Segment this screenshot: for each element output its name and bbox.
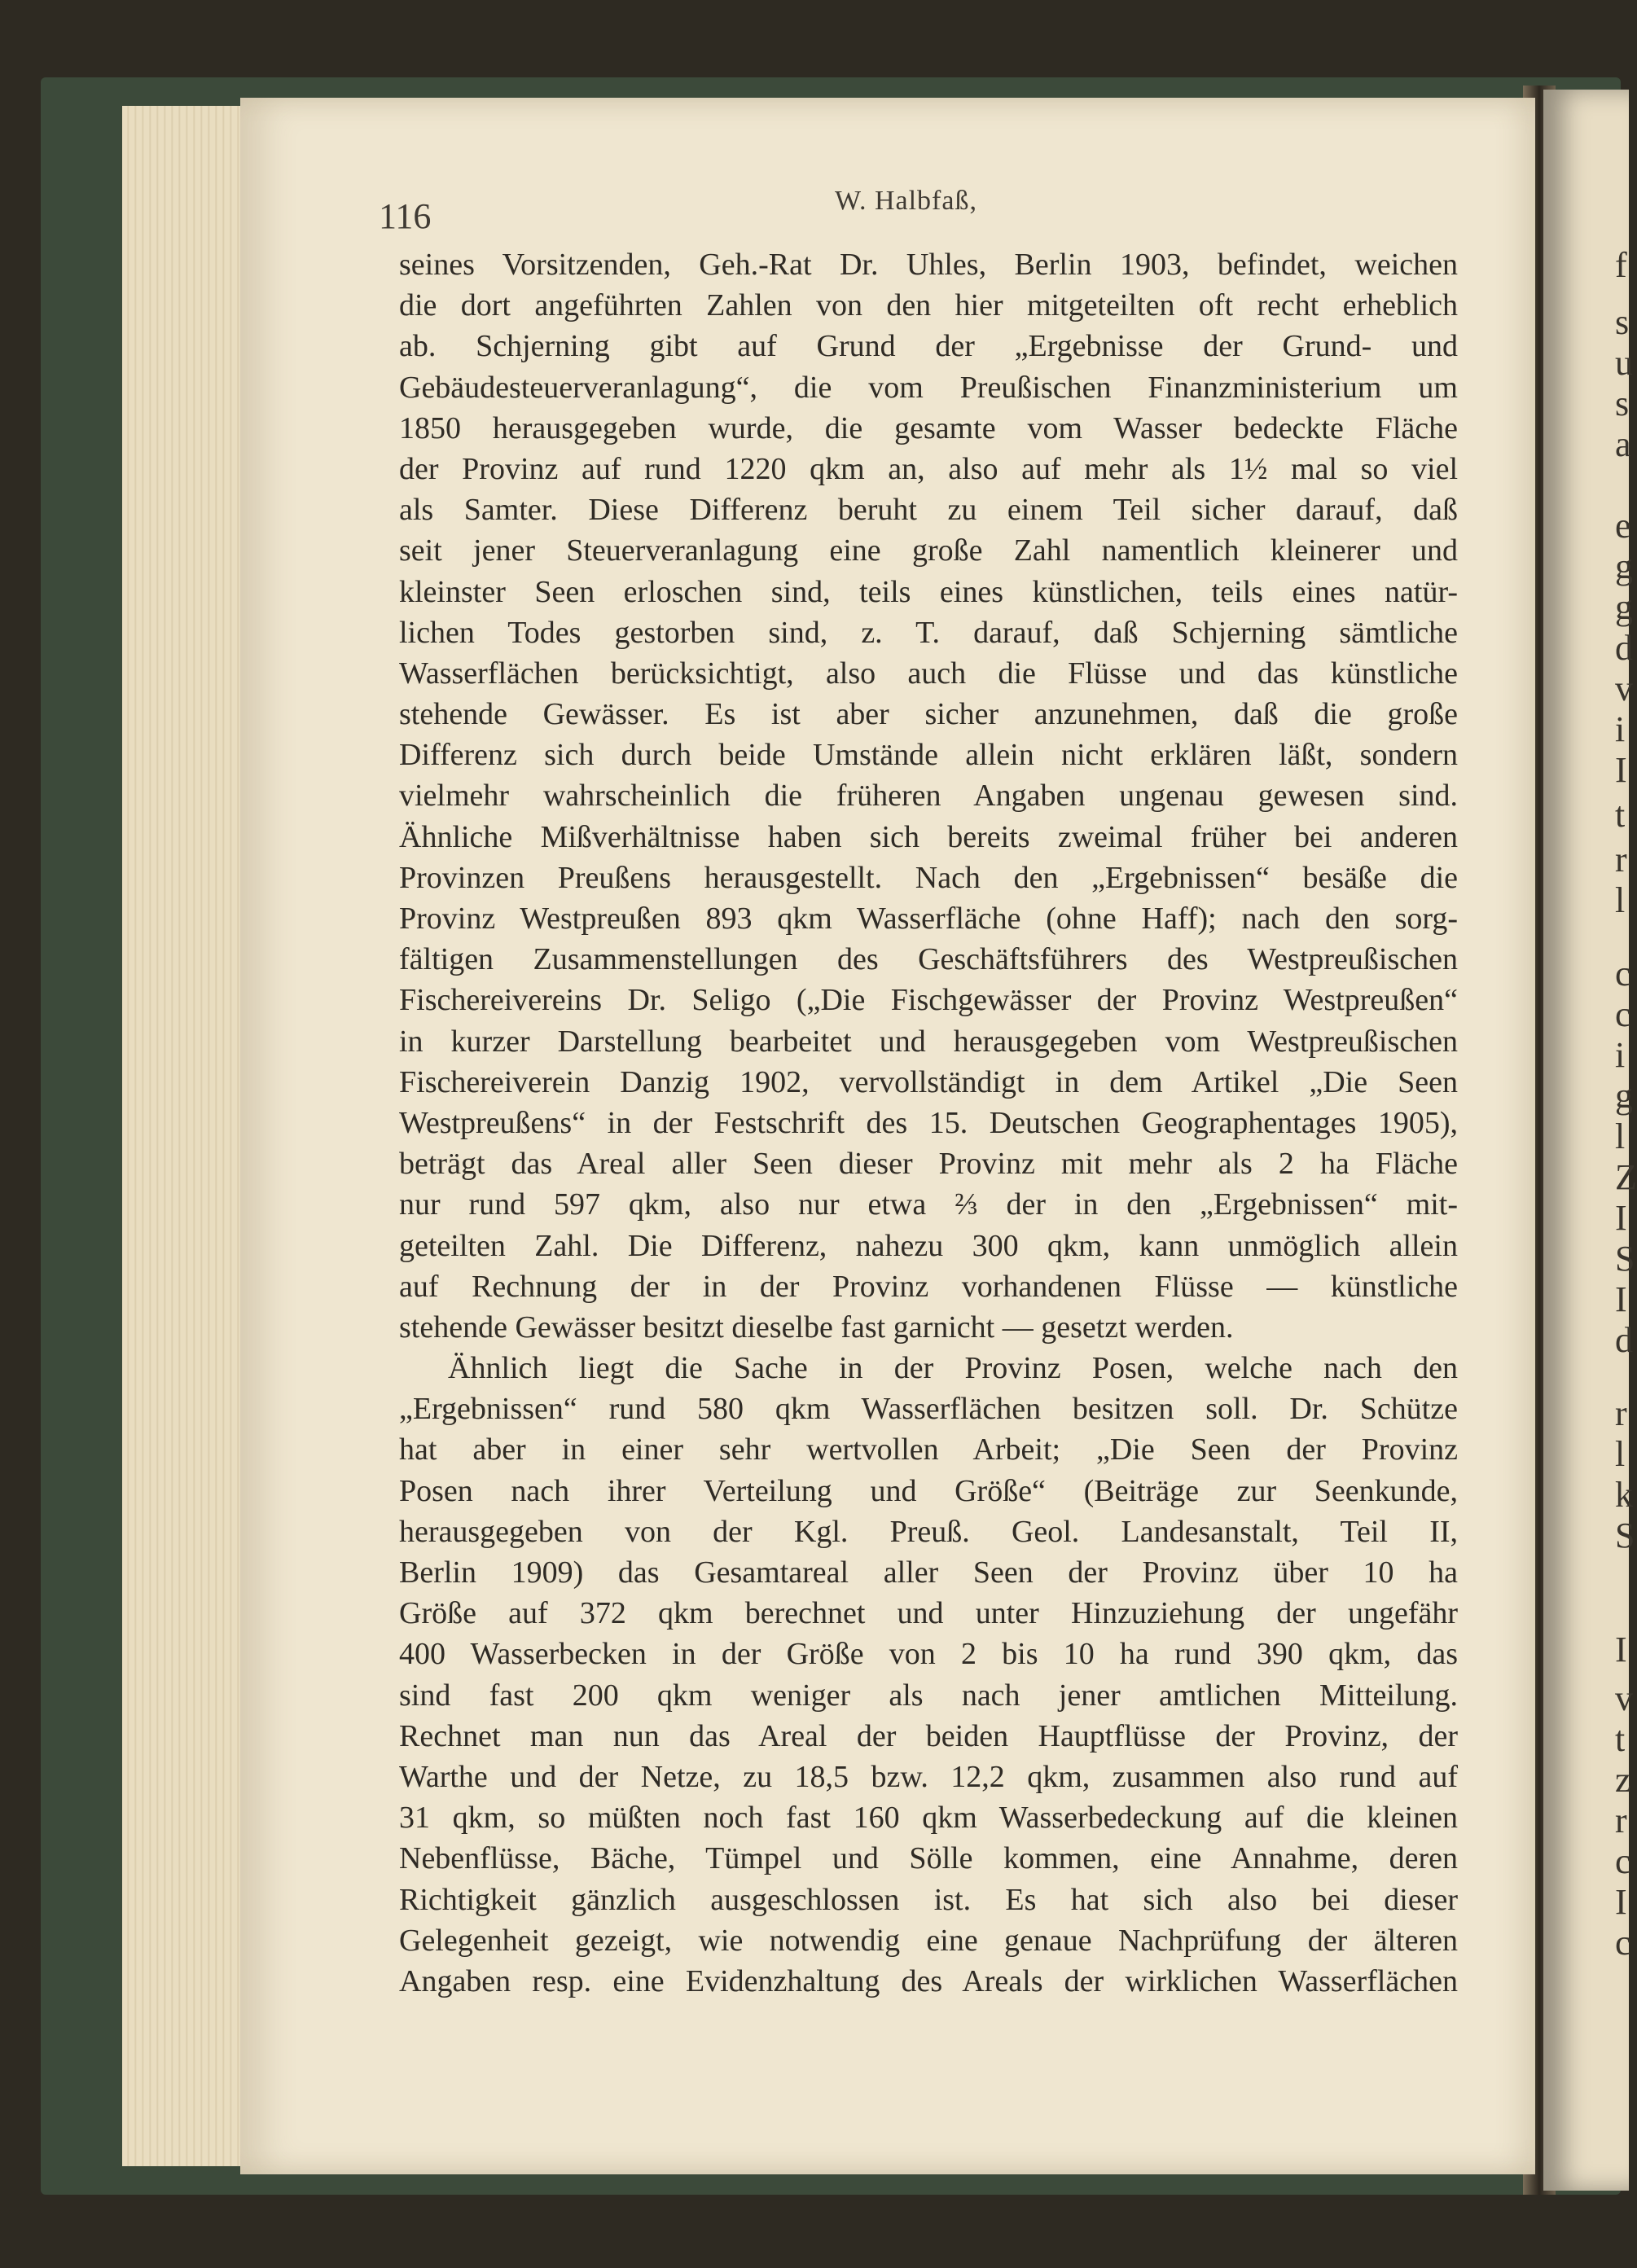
facing-page-letter: v: [1615, 669, 1633, 708]
text-line: vielmehr wahrscheinlich die früheren Angaben ungenau gewesen sind.: [399, 779, 1458, 814]
facing-page-letter: Z: [1615, 1157, 1637, 1197]
running-head: W. Halbfaß,: [835, 186, 977, 216]
text-line: 31 qkm, so müßten noch fast 160 qkm Wasserbedeckung auf die kleinen: [399, 1801, 1458, 1836]
facing-page-letter: S: [1615, 1516, 1635, 1555]
text-line: hat aber in einer sehr wertvollen Arbeit; „Die Seen der Provinz: [399, 1432, 1458, 1467]
text-line: „Ergebnissen“ rund 580 qkm Wasserflächen besitzen soll. Dr. Schütze: [399, 1392, 1458, 1427]
facing-page-letter: I: [1615, 750, 1627, 790]
text-line: Richtigkeit gänzlich ausgeschlossen ist. Es hat sich also bei dieser: [399, 1882, 1458, 1917]
text-line: Nebenflüsse, Bäche, Tümpel und Sölle kommen, eine Annahme, deren: [399, 1841, 1458, 1876]
facing-page-letter: i: [1615, 1035, 1626, 1075]
text-line: geteilten Zahl. Die Differenz, nahezu 300 qkm, kann unmöglich allein: [399, 1228, 1458, 1263]
text-line: Wasserflächen berücksichtigt, also auch die Flüsse und das künstliche: [399, 656, 1458, 691]
facing-page-letter: g: [1615, 1076, 1633, 1116]
text-line: stehende Gewässer. Es ist aber sicher anzunehmen, daß die große: [399, 697, 1458, 732]
text-line: in kurzer Darstellung bearbeitet und herausgegeben vom Westpreußischen: [399, 1024, 1458, 1059]
facing-page-letter: c: [1615, 994, 1631, 1034]
facing-page-letter: d: [1615, 1320, 1633, 1360]
text-line: Ähnlich liegt die Sache in der Provinz Posen, welche nach den: [448, 1351, 1458, 1386]
text-line: als Samter. Diese Differenz beruht zu einem Teil sicher darauf, daß: [399, 493, 1458, 528]
text-line: Größe auf 372 qkm berechnet und unter Hinzuziehung der ungefähr: [399, 1596, 1458, 1631]
text-line: nur rund 597 qkm, also nur etwa ⅔ der in den „Ergebnissen“ mit-: [399, 1187, 1458, 1222]
text-line: Angaben resp. eine Evidenzhaltung des Areals der wirklichen Wasserflächen: [399, 1963, 1458, 1998]
facing-page-letter: r: [1615, 1393, 1627, 1433]
page-stack-edges: [122, 106, 244, 2166]
text-line: Berlin 1909) das Gesamtareal aller Seen der Provinz über 10 ha: [399, 1555, 1458, 1590]
facing-page-letter: I: [1615, 1882, 1627, 1922]
facing-page-letter: k: [1615, 1475, 1633, 1515]
facing-page-letter: t: [1615, 1719, 1626, 1759]
facing-page-letter: z: [1615, 1760, 1631, 1800]
text-line: Provinz Westpreußen 893 qkm Wasserfläche (ohne Haff); nach den sorg-: [399, 901, 1458, 936]
facing-page-letter: c: [1615, 1923, 1631, 1963]
facing-page-letter: g: [1615, 587, 1633, 627]
text-line: 400 Wasserbecken in der Größe von 2 bis 10 ha rund 390 qkm, das: [399, 1637, 1458, 1672]
facing-page-letter: s: [1615, 384, 1630, 423]
facing-page-letter: s: [1615, 302, 1630, 342]
text-line: Provinzen Preußens herausgestellt. Nach den „Ergebnissen“ besäße die: [399, 860, 1458, 895]
facing-page-letter: I: [1615, 1630, 1627, 1669]
text-line: Fischereiverein Danzig 1902, vervollständigt in dem Artikel „Die Seen: [399, 1064, 1458, 1099]
facing-page-letter: u: [1615, 343, 1633, 383]
text-line: Posen nach ihrer Verteilung und Größe“ (Beiträge zur Seenkunde,: [399, 1473, 1458, 1508]
text-line: herausgegeben von der Kgl. Preuß. Geol. Landesanstalt, Teil II,: [399, 1514, 1458, 1549]
next-page-edge: [1543, 90, 1637, 2191]
facing-page-letter: i: [1615, 709, 1626, 749]
text-line: Westpreußens“ in der Festschrift des 15. Deutschen Geographentages 1905),: [399, 1105, 1458, 1140]
facing-page-letter: S: [1615, 1239, 1635, 1279]
text-line: Fischereivereins Dr. Seligo („Die Fischgewässer der Provinz Westpreußen“: [399, 983, 1458, 1018]
facing-page-letter: d: [1615, 628, 1633, 668]
text-line: lichen Todes gestorben sind, z. T. darauf, daß Schjerning sämtliche: [399, 615, 1458, 650]
facing-page-letter: c: [1615, 1841, 1631, 1881]
facing-page-letter: c: [1615, 954, 1631, 994]
text-line: auf Rechnung der in der Provinz vorhandenen Flüsse — künstliche: [399, 1269, 1458, 1304]
facing-page-letter: l: [1615, 1116, 1626, 1156]
text-line: stehende Gewässer besitzt dieselbe fast garnicht — gesetzt werden.: [399, 1309, 1234, 1345]
facing-page-letter: t: [1615, 795, 1626, 835]
facing-page-letter: l: [1615, 1434, 1626, 1474]
text-line: fältigen Zusammenstellungen des Geschäftsführers des Westpreußischen: [399, 942, 1458, 977]
text-line: Ähnliche Mißverhältnisse haben sich bereits zweimal früher bei anderen: [399, 819, 1458, 854]
facing-page-letter: r: [1615, 1801, 1627, 1840]
facing-page-letter: I: [1615, 1279, 1627, 1319]
text-line: Differenz sich durch beide Umstände allein nicht erklären läßt, sondern: [399, 738, 1458, 773]
text-line: die dort angeführten Zahlen von den hier mitgeteilten oft recht erheblich: [399, 288, 1458, 323]
text-line: 1850 herausgegeben wurde, die gesamte vom Wasser bedeckte Fläche: [399, 410, 1458, 445]
facing-page-letter: v: [1615, 1678, 1633, 1718]
facing-page-letter: a: [1615, 424, 1631, 464]
facing-page-letter: I: [1615, 1198, 1627, 1238]
text-line: ab. Schjerning gibt auf Grund der „Ergebnisse der Grund- und: [399, 329, 1458, 364]
text-line: Gebäudesteuerveranlagung“, die vom Preußischen Finanzministerium um: [399, 370, 1458, 405]
page-number: 116: [379, 196, 432, 236]
facing-page-letter: e: [1615, 506, 1631, 546]
text-line: Warthe und der Netze, zu 18,5 bzw. 12,2 qkm, zusammen also rund auf: [399, 1759, 1458, 1794]
text-line: seines Vorsitzenden, Geh.-Rat Dr. Uhles, Berlin 1903, befindet, weichen: [399, 248, 1458, 282]
text-line: kleinster Seen erloschen sind, teils eines künstlichen, teils eines natür-: [399, 574, 1458, 609]
text-line: Rechnet man nun das Areal der beiden Hauptflüsse der Provinz, der: [399, 1718, 1458, 1753]
facing-page-letter: r: [1615, 840, 1627, 880]
text-line: beträgt das Areal aller Seen dieser Provinz mit mehr als 2 ha Fläche: [399, 1147, 1458, 1182]
body-text: [399, 244, 1458, 2002]
facing-page-letter: f: [1615, 245, 1627, 285]
text-line: sind fast 200 qkm weniger als nach jener amtlichen Mitteilung.: [399, 1678, 1458, 1713]
text-line: der Provinz auf rund 1220 qkm an, also auf mehr als 1½ mal so viel: [399, 451, 1458, 486]
facing-page-letter: g: [1615, 546, 1633, 586]
text-line: Gelegenheit gezeigt, wie notwendig eine genaue Nachprüfung der älteren: [399, 1923, 1458, 1958]
text-line: seit jener Steuerveranlagung eine große Zahl namentlich kleinerer und: [399, 533, 1458, 568]
facing-page-letter: l: [1615, 880, 1626, 920]
